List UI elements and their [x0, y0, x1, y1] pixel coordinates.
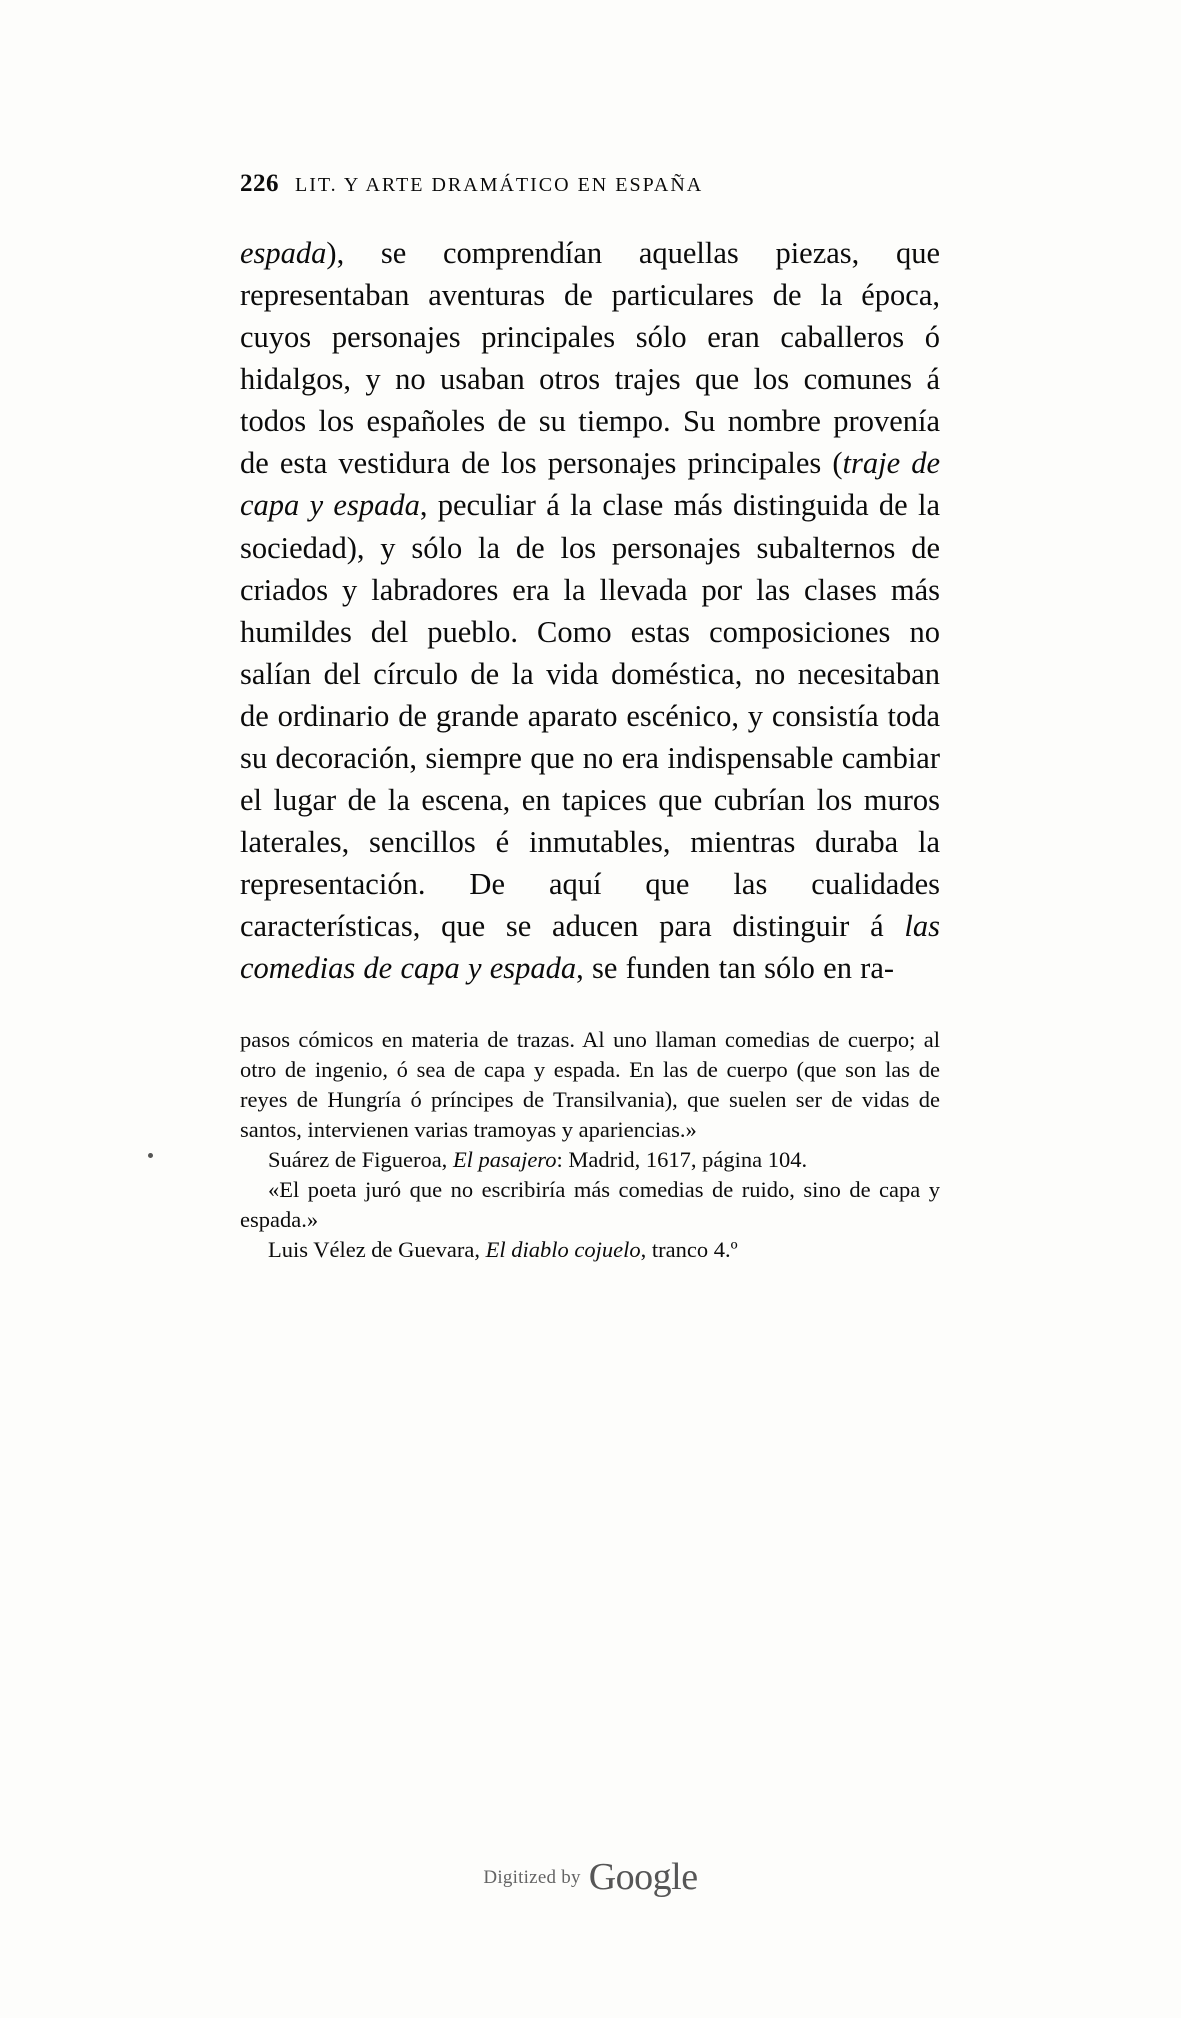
footnote-line: Suárez de Figueroa, El pasajero: Madrid, 1617, página 104.	[268, 1147, 808, 1173]
footnote-line: pasos cómicos en materia de trazas. Al uno llaman comedias de cuerpo; al otro de ingenio, ó sea de capa y espada. En las de cuerpo (que son las de reyes de Hungría ó príncipes de Transilvania), que suelen ser de vidas de santos, intervienen varias tramoyas y apariencias.»	[240, 1027, 940, 1143]
scan-footer	[0, 1855, 1181, 1899]
body-paragraph: espada), se comprendían aquellas piezas, que representaban aventuras de particulares de la época, cuyos personajes principales sólo eran caballeros ó hidalgos, y no usaban otros trajes que los comunes á todos los españoles de su tiempo. Su nombre provenía de esta vestidura de los personajes principales (traje de capa y espada, peculiar á la clase más distinguida de la sociedad), y sólo la de los personajes subalternos de criados y labradores era la llevada por las clases más humildes del pueblo. Como estas composiciones no salían del círculo de la vida doméstica, no necesitaban de ordinario de grande aparato escénico, y consistía toda su decoración, siempre que no era indispensable cambiar el lugar de la escena, en tapices que cubrían los muros laterales, sencillos é inmutables, mientras duraba la representación. De aquí que las cualidades características, que se aducen para distinguir á las comedias de capa y espada, se funden tan sólo en ra-	[240, 236, 940, 986]
ink-speck	[148, 1153, 153, 1158]
digitized-by-label: Digitized by	[483, 1867, 581, 1888]
page-number: 226	[240, 170, 279, 197]
footnote-line: Luis Vélez de Guevara, El diablo cojuelo, tranco 4.º	[268, 1236, 738, 1262]
running-head	[240, 170, 940, 198]
page-content	[240, 170, 940, 1265]
footnote-line: «El poeta juró que no escribiría más comedias de ruido, sino de capa y espada.»	[240, 1177, 940, 1232]
digitized-by-google-stamp	[483, 1855, 697, 1899]
google-wordmark: Google	[588, 1856, 698, 1898]
running-head-title: LIT. Y ARTE DRAMÁTICO EN ESPAÑA	[295, 174, 704, 196]
footnotes	[240, 1025, 940, 1264]
